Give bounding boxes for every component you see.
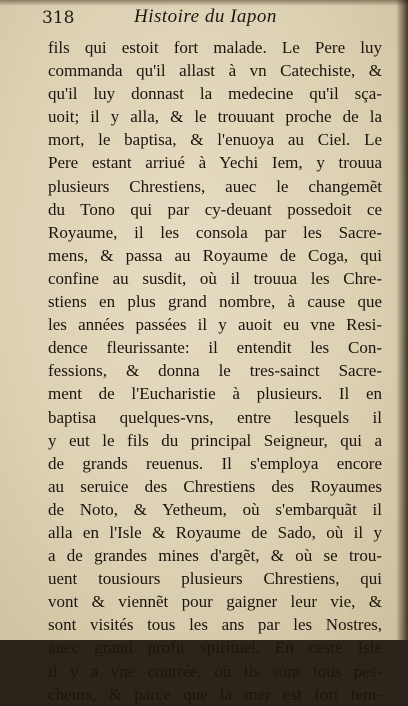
page-gutter-shadow (396, 0, 408, 640)
text-line: dence fleurissante: il entendit les Con- (48, 338, 382, 358)
text-line: vont & viennẽt pour gaigner leur vie, & (48, 592, 382, 612)
text-line: de grands reuenus. Il s'employa encore (48, 453, 382, 473)
text-line: mort, le baptisa, & l'enuoya au Ciel. Le (48, 130, 382, 150)
text-line: y eut le fils du principal Seigneur, qui a (48, 430, 382, 450)
text-line: uoit; il y alla, & le trouuant proche de la (48, 107, 382, 127)
text-line: ment de l'Eucharistie à plusieurs. Il en (48, 384, 382, 404)
text-line: stiens en plus grand nombre, à cause que (48, 292, 382, 312)
text-line: de Noto, & Yetheum, où s'embarquãt il (48, 499, 382, 519)
body-text (48, 36, 382, 706)
text-line: sont visités tous les ans par les Nostres, (48, 615, 382, 635)
text-line: Royaume, il les consola par les Sacre- (48, 222, 382, 242)
text-line: fessions, & donna le tres-sainct Sacre- (48, 361, 382, 381)
text-line: qu'il luy donnast la medecine qu'il sça- (48, 84, 382, 104)
running-title: Histoire du Iapon (134, 6, 277, 27)
text-line: uent tousiours plusieurs Chrestiens, qui (48, 569, 382, 589)
text-line: les années passées il y auoit eu vne Resi- (48, 315, 382, 335)
text-line: baptisa quelques-vns, entre lesquels il (48, 407, 382, 427)
text-line: alla en l'Isle & Royaume de Sado, où il y (48, 522, 382, 542)
text-line: il y a vne contrée, où ils sont tous pes- (48, 661, 382, 681)
text-line: confine au susdit, où il trouua les Chre- (48, 268, 382, 288)
text-line: Pere estant arriué à Yechi Iem, y trouua (48, 153, 382, 173)
text-line: fils qui estoit fort malade. Le Pere luy (48, 38, 382, 57)
running-head (42, 6, 362, 32)
text-line: au seruice des Chrestiens des Royaumes (48, 476, 382, 496)
text-line: auec grand profit spirituel. En ceste Isle (48, 638, 382, 658)
text-line: du Tono qui par cy-deuant possedoit ce (48, 199, 382, 219)
text-line: cheurs, & parce que la mer est fort tem- (48, 684, 382, 704)
text-line: mens, & passa au Royaume de Coga, qui (48, 245, 382, 265)
text-line: commanda qu'il allast à vn Catechiste, & (48, 61, 382, 81)
text-line: a de grandes mines d'argẽt, & où se trou- (48, 546, 382, 566)
text-line: plusieurs Chrestiens, auec le changemẽt (48, 176, 382, 196)
page-number: 318 (42, 8, 75, 28)
